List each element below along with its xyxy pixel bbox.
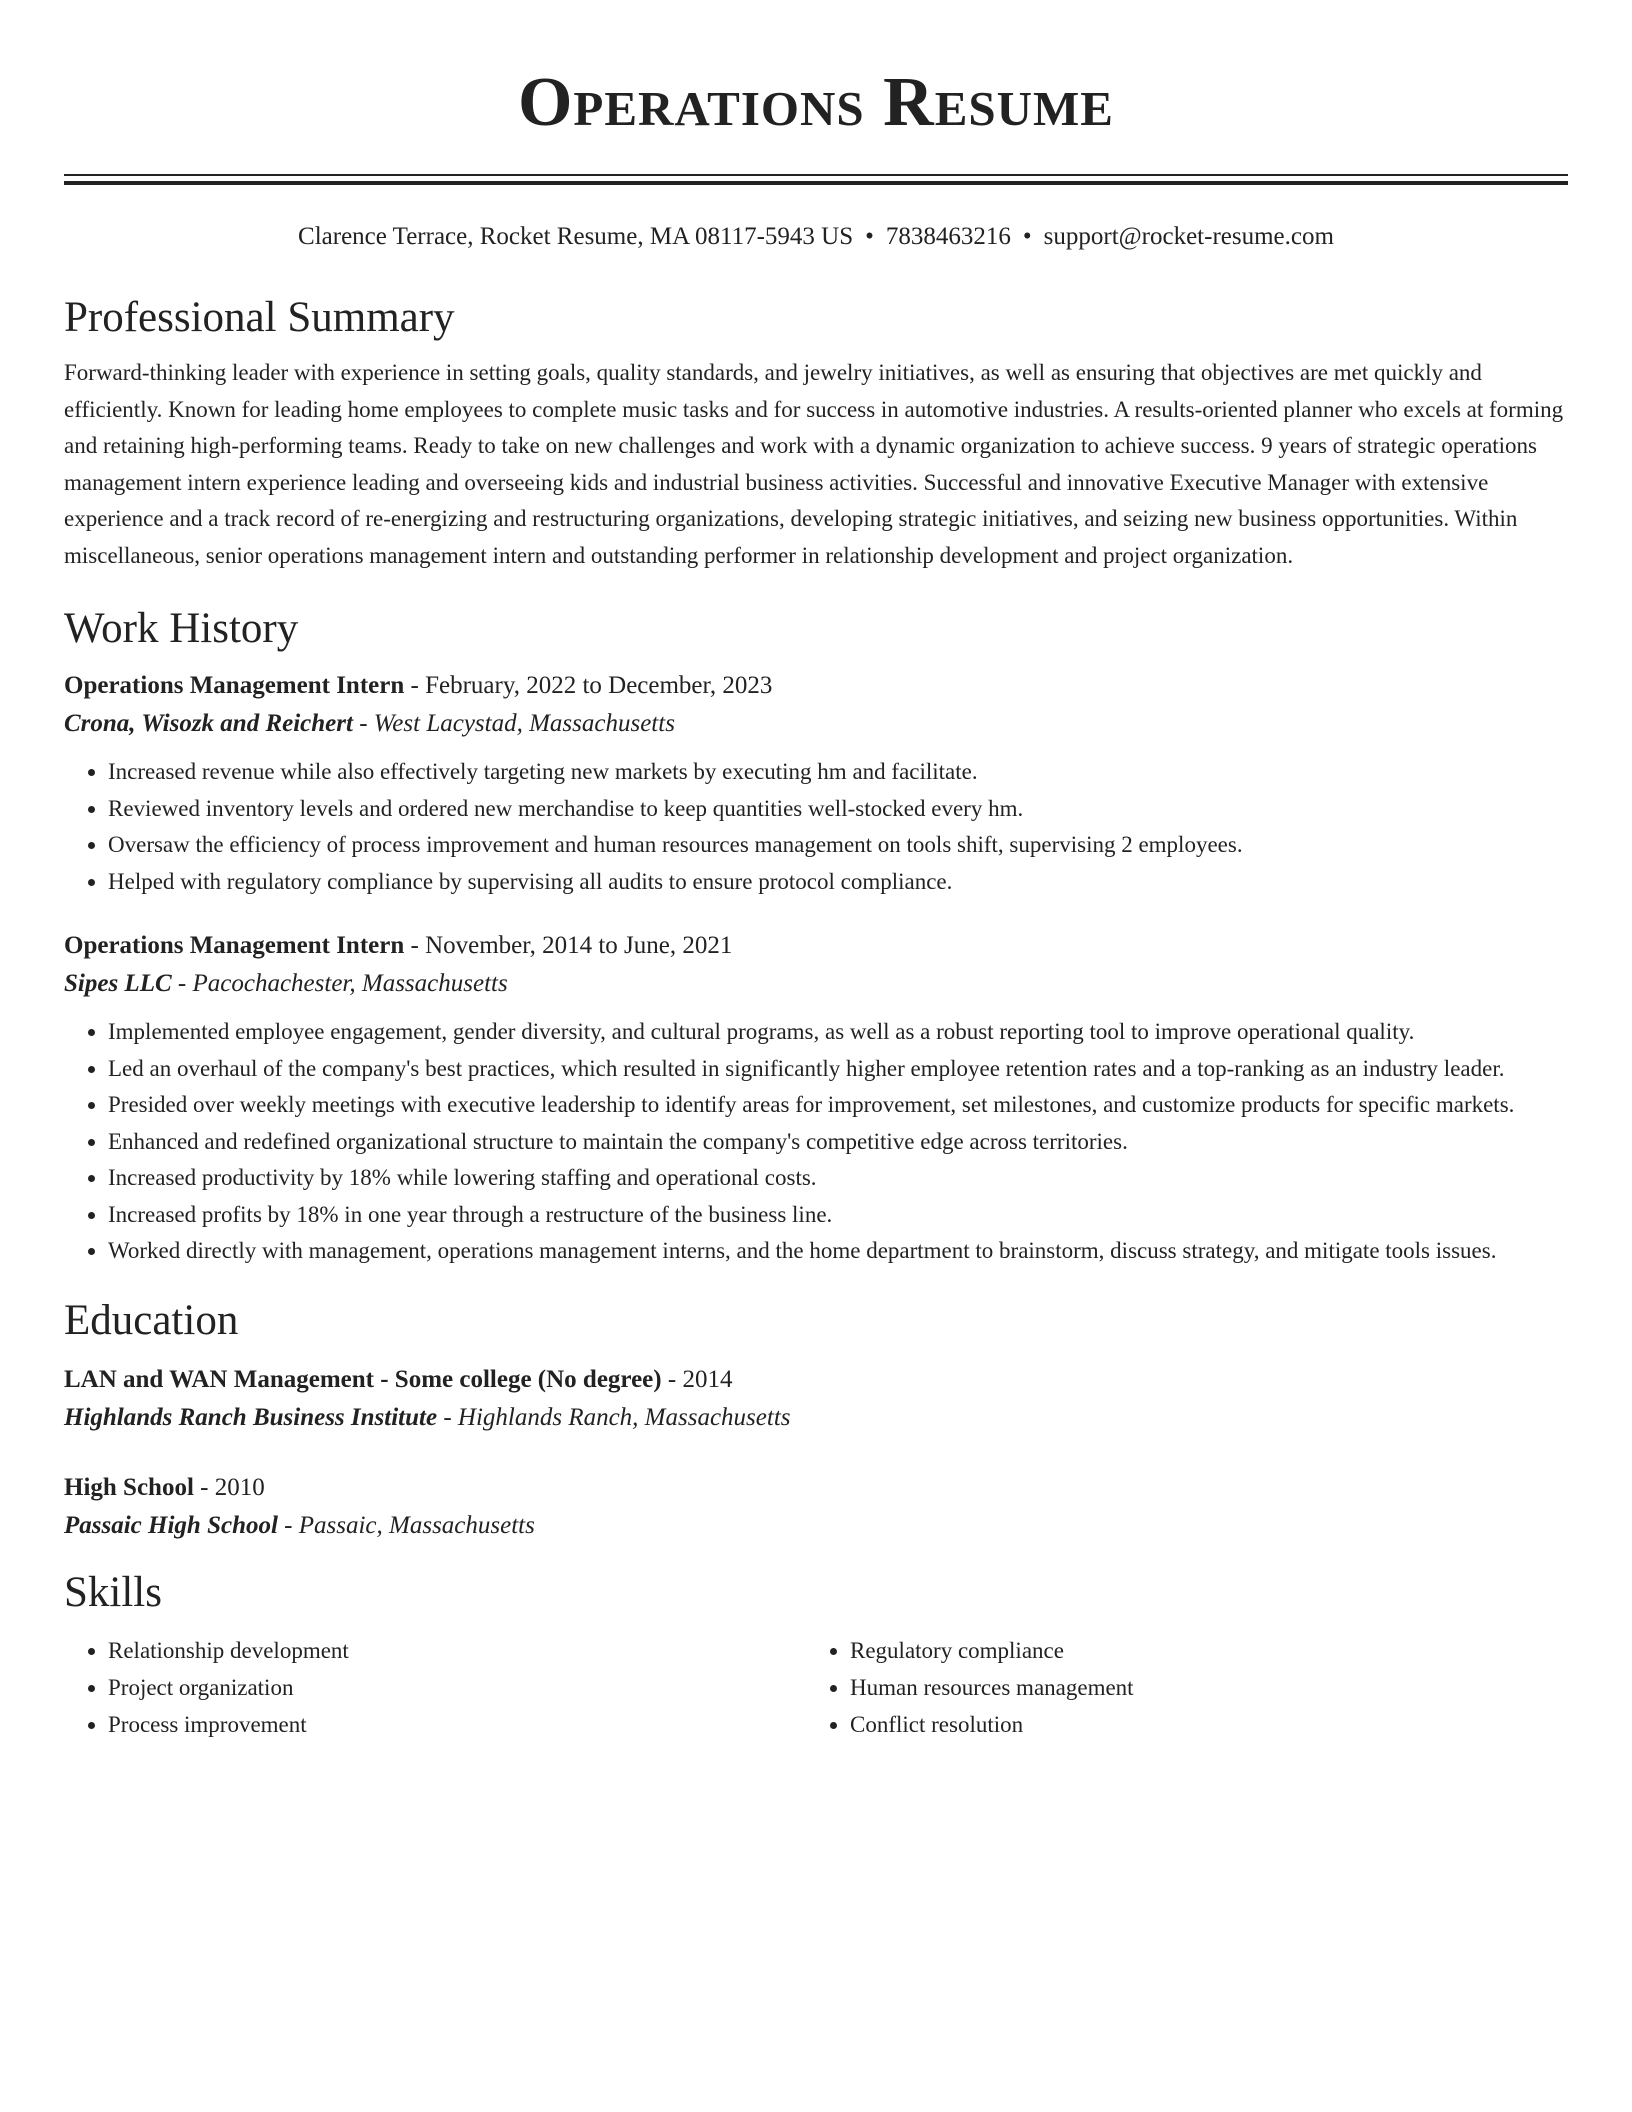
contact-separator: • (1022, 223, 1032, 250)
skills-list-right (806, 1632, 1134, 1743)
education-year: 2010 (214, 1473, 265, 1501)
education-school: Passaic High School (64, 1511, 278, 1539)
education-location: Passaic, Massachusetts (298, 1511, 535, 1539)
job-location: Pacochachester, Massachusetts (192, 970, 508, 997)
education-header (64, 1470, 1568, 1506)
skill-item: • Regulatory compliance (850, 1632, 1134, 1669)
section-heading-skills: Skills (64, 1568, 162, 1616)
job-location: West Lacystad, Massachusetts (373, 710, 675, 737)
job-bullet: • Increased revenue while also effectively targeting new markets by executing hm and facilitate. (108, 754, 1568, 791)
title-divider (64, 174, 1568, 185)
skill-item: • Relationship development (108, 1632, 806, 1669)
education-dash: - (193, 1473, 215, 1501)
education-header (64, 1362, 1568, 1398)
summary-section (64, 291, 1568, 574)
contact-address: Clarence Terrace, Rocket Resume, MA 08117-5943 US (298, 223, 854, 250)
job-dash: - (404, 932, 426, 959)
job-bullet: • Implemented employee engagement, gender diversity, and cultural programs, as well as a robust reporting tool to improve operational quality. (108, 1014, 1568, 1051)
section-heading-summary: Professional Summary (64, 294, 455, 341)
contact-separator: • (865, 223, 874, 250)
job-dash: - (171, 970, 193, 997)
job-dash: - (352, 710, 374, 737)
job-bullet: • Oversaw the efficiency of process improvement and human resources management on tools shift, supervising 2 employees. (108, 827, 1568, 864)
job-company: Sipes LLC (64, 970, 172, 997)
job-dates: February, 2022 to December, 2023 (425, 672, 773, 699)
job-bullets (64, 754, 1568, 900)
job-bullet: • Increased profits by 18% in one year through a restructure of the business line. (108, 1197, 1568, 1234)
education-entry (64, 1470, 1568, 1546)
skill-item: • Project organization (108, 1669, 806, 1706)
job-title: Operations Management Intern (64, 932, 405, 959)
education-location: Highlands Ranch, Massachusetts (457, 1403, 791, 1431)
job-header (64, 668, 1568, 704)
work-history-section (64, 602, 1568, 1270)
resume-title: Operations Resume (517, 64, 1114, 141)
education-section (64, 1294, 1568, 1546)
skills-section (64, 1566, 1568, 1743)
job-dash: - (404, 672, 426, 699)
education-entry (64, 1362, 1568, 1438)
job-dates: November, 2014 to June, 2021 (425, 932, 733, 959)
contact-line (64, 221, 1568, 253)
job-entry (64, 668, 1568, 900)
education-institution (64, 1398, 1568, 1438)
education-dash: - (277, 1511, 299, 1539)
summary-text: Forward-thinking leader with experience in setting goals, quality standards, and jewelry initiatives, as well as ensuring that objectives are met quickly and efficiently. Known for leading home employees to complete music tasks and for success in automotive industries. A results-oriented planner who excels at forming and retaining high-performing teams. Ready to take on new challenges and work with a dynamic organization to achieve success. 9 years of strategic operations management intern experience leading and overseeing kids and industrial business activities. Successful and innovative Executive Manager with extensive experience and a track record of re-energizing and restructuring organizations, developing strategic initiatives, and seizing new business opportunities. Within miscellaneous, senior operations management intern and outstanding performer in relationship development and project organization. (64, 360, 1564, 568)
job-bullet: • Reviewed inventory levels and ordered new merchandise to keep quantities well-stocked every hm. (108, 791, 1568, 828)
job-bullet: • Enhanced and redefined organizational structure to maintain the company's competitive edge across territories. (108, 1124, 1568, 1161)
education-institution (64, 1506, 1568, 1546)
education-degree: High School (64, 1473, 194, 1501)
job-bullets (64, 1014, 1568, 1270)
job-employer (64, 964, 1568, 1004)
job-entry (64, 928, 1568, 1270)
contact-email: support@rocket-resume.com (1043, 223, 1334, 250)
job-bullet: • Presided over weekly meetings with executive leadership to identify areas for improvement, set milestones, and customize products for specific markets. (108, 1087, 1568, 1124)
job-bullet: • Led an overhaul of the company's best practices, which resulted in significantly higher employee retention rates and a top-ranking as an industry leader. (108, 1051, 1568, 1088)
job-title: Operations Management Intern (64, 672, 405, 699)
skill-item: • Conflict resolution (850, 1706, 1134, 1743)
job-employer (64, 704, 1568, 744)
education-degree: LAN and WAN Management - Some college (No degree) (64, 1365, 662, 1393)
skills-columns (64, 1632, 1568, 1743)
section-heading-education: Education (64, 1296, 239, 1344)
job-company: Crona, Wisozk and Reichert (64, 710, 353, 737)
section-heading-work: Work History (64, 605, 299, 652)
job-bullet: • Increased productivity by 18% while lowering staffing and operational costs. (108, 1160, 1568, 1197)
contact-phone: 7838463216 (885, 223, 1011, 250)
skill-item: • Process improvement (108, 1706, 806, 1743)
education-dash: - (437, 1403, 458, 1431)
job-header (64, 928, 1568, 964)
education-dash: - (661, 1365, 683, 1393)
job-bullet: • Worked directly with management, operations management interns, and the home department to brainstorm, discuss strategy, and mitigate tools issues. (108, 1233, 1568, 1270)
education-school: Highlands Ranch Business Institute (64, 1403, 438, 1431)
skills-list-left (64, 1632, 806, 1743)
job-bullet: • Helped with regulatory compliance by supervising all audits to ensure protocol compliance. (108, 864, 1568, 901)
education-year: 2014 (682, 1365, 733, 1393)
skill-item: • Human resources management (850, 1669, 1134, 1706)
